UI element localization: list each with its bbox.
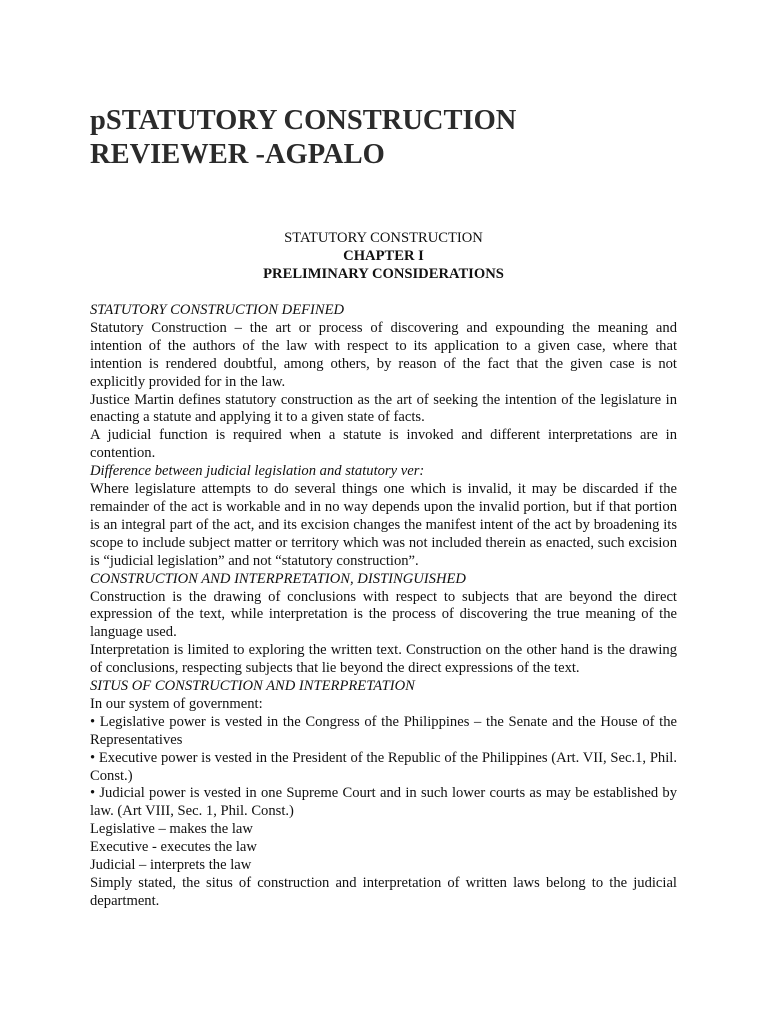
list-item-executive-power: • Executive power is vested in the President of the Republic of the Philippines (Art. VII, Sec.1, Phil. Const.) [90,749,677,784]
section-heading-distinguished: CONSTRUCTION AND INTERPRETATION, DISTINGUISHED [90,570,466,587]
section-heading-situs: SITUS OF CONSTRUCTION AND INTERPRETATION [90,678,415,695]
section-heading-definition: STATUTORY CONSTRUCTION DEFINED [90,302,345,318]
chapter-number: CHAPTER I [343,248,424,264]
paragraph-definition: Statutory Construction – the art or process of discovering and expounding the meaning and intention of the authors of the law with respect to its application to a given case, where that intention is rendered doubtful, among others, by reason of the fact that the given case is not explicitly provided for in the law. [90,319,677,390]
paragraph-system-intro: In our system of government: [90,695,263,712]
list-item-legislative-power: • Legislative power is vested in the Congress of the Philippines – the Senate and the House of the Representatives [90,713,677,748]
chapter-title: PRELIMINARY CONSIDERATIONS [263,266,504,282]
document-title: pSTATUTORY CONSTRUCTION REVIEWER -AGPALO [90,105,517,170]
paragraph-justice-martin: Justice Martin defines statutory construction as the art of seeking the intention of the legislature in enacting a statute and applying it to a given state of facts. [90,391,677,426]
section-heading-difference: Difference between judicial legislation and statutory ver: [90,463,425,480]
list-item-judicial-power: • Judicial power is vested in one Supreme Court and in such lower courts as may be established by law. (Art VIII, Sec. 1, Phil. Const.) [90,785,677,820]
paragraph-situs-summary: Simply stated, the situs of construction and interpretation of written laws belong to the judicial department. [90,875,677,909]
paragraph-construction: Construction is the drawing of conclusions with respect to subjects that are beyond the direct expression of the text, while interpretation is the process of discovering the true meaning of the language used. [90,588,677,641]
heading-subject: STATUTORY CONSTRUCTION [284,230,483,246]
line-legislative: Legislative – makes the law [90,821,253,838]
chapter-heading [90,229,677,283]
paragraph-judicial-legislation: Where legislature attempts to do several things one which is invalid, it may be discarded if the remainder of the act is workable and in no way depends upon the invalid portion, but if that portion is an integral part of the act, and its excision changes the manifest intent of the act by broadening its scope to include subject matter or territory which was not included therein as enacted, such excision is “judicial legislation” and not “statutory construction”. [90,481,677,569]
document-body [90,302,677,911]
paragraph-interpretation: Interpretation is limited to exploring the written text. Construction on the other hand is the drawing of conclusions, respecting subjects that lie beyond the direct expressions of the text. [90,642,677,677]
line-judicial: Judicial – interprets the law [90,857,252,874]
paragraph-judicial-function: A judicial function is required when a statute is invoked and different interpretations are in contention. [90,427,677,462]
line-executive: Executive - executes the law [90,839,257,856]
